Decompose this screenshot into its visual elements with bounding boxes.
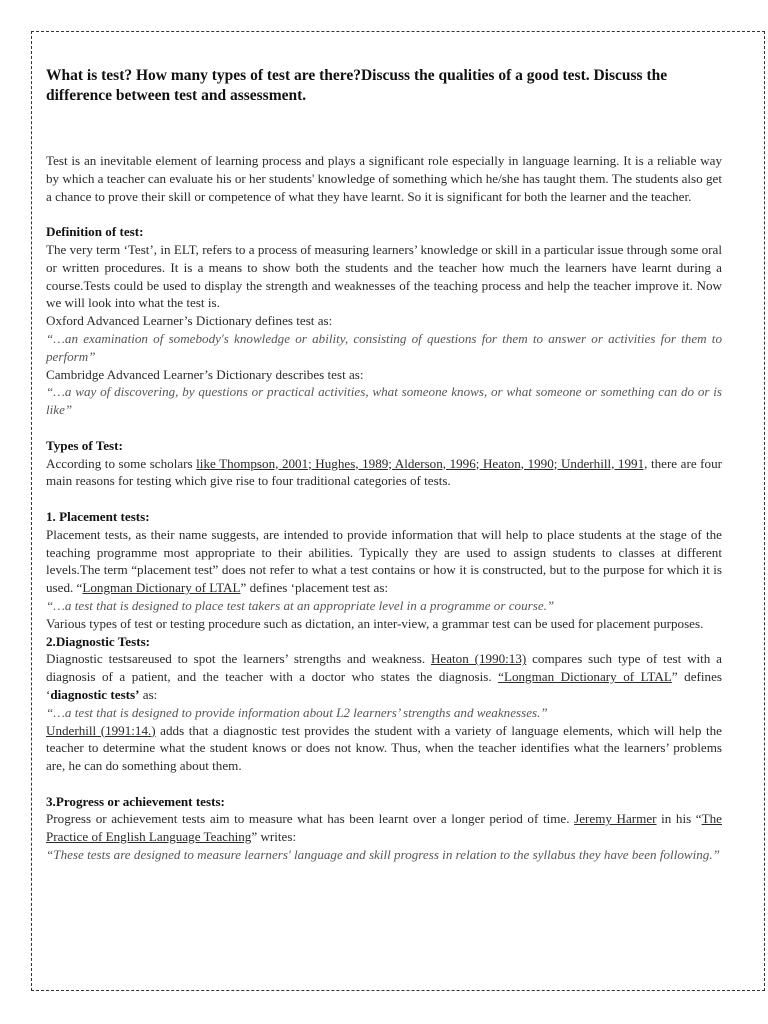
placement-heading: 1. Placement tests: <box>46 508 150 524</box>
harmer-link[interactable]: Jeremy Harmer <box>574 811 657 827</box>
gap <box>46 775 722 793</box>
diagnostic-heading: 2.Diagnostic Tests: <box>46 633 151 649</box>
book-link[interactable]: The Practice of English Language Teaching <box>46 811 722 845</box>
cambridge-quote: “…a way of discovering, by questions or practical activities, what someone knows, or what someone or something can do or is like” <box>46 384 722 418</box>
document-body <box>46 66 722 864</box>
definition-paragraph: The very term ‘Test’, in ELT, refers to a process of measuring learners’ knowledge or skill in a particular issue through some oral or written procedures. It is a means to show both the students and the teacher how much the learners have learnt during a course.Tests could be used to display the strength and weaknesses of the teaching process and help the teacher improve it. Now we will look into what the test is. <box>46 241 722 311</box>
diagnostic-paragraph <box>46 650 722 703</box>
gap <box>46 490 722 508</box>
placement-text: Placement tests, as their name suggests, are intended to provide information that will help to place students at the stage of the teaching programme most appropriate to their abilities. Typically they are used to assign students to classes at different levels.The term “placement test” does not refer to what a test contains or how it is constructed, but to the purpose for which it is used. “ <box>46 526 722 596</box>
oxford-quote: “…an examination of somebody's knowledge or ability, consisting of questions for them to answer or activities for them to perform” <box>46 330 722 364</box>
types-text: According to some scholars <box>46 455 197 471</box>
types-text-end: there are four main reasons for testing which give rise to four traditional categories of tests. <box>46 455 722 489</box>
diagnostic-text: Diagnostic testsareused to spot the learners’ strengths and weakness. <box>46 651 431 667</box>
diagnostic-text-end: as: <box>139 686 158 702</box>
placement-paragraph <box>46 526 722 597</box>
placement-closing: Various types of test or testing procedure such as dictation, an inter-view, a grammar test can be used for placement purposes. <box>46 615 704 631</box>
progress-text: Progress or achievement tests aim to measure what has been learnt over a longer period of time. <box>46 811 575 827</box>
underhill-link[interactable]: Underhill (1991:14.) <box>46 722 156 738</box>
placement-text-end: ” defines ‘placement test as: <box>240 580 389 596</box>
ltal-link-2[interactable]: “Longman Dictionary of LTAL <box>498 669 672 685</box>
title-gap <box>46 106 722 152</box>
oxford-intro: Oxford Advanced Learner’s Dictionary defines test as: <box>46 313 333 329</box>
gap <box>46 205 722 223</box>
definition-heading: Definition of test: <box>46 224 144 240</box>
progress-quote: “These tests are designed to measure learners' language and skill progress in relation to the syllabus they have been following.” <box>46 847 720 863</box>
progress-text-end: ” writes: <box>251 829 297 845</box>
diagnostic-quote: “…a test that is designed to provide information about L2 learners’ strengths and weaknesses.” <box>46 704 548 720</box>
types-paragraph <box>46 455 722 491</box>
diagnostic-term: diagnostic tests’ <box>50 686 140 702</box>
ltal-link[interactable]: Longman Dictionary of LTAL <box>82 580 241 596</box>
document-title: What is test? How many types of test are there?Discuss the qualities of a good test. Discuss the difference between test and assessment. <box>46 67 668 104</box>
gap <box>46 419 722 437</box>
underhill-paragraph <box>46 722 722 775</box>
intro-paragraph: Test is an inevitable element of learning process and plays a significant role especially in language learning. It is a reliable way by which a teacher can evaluate his or her students' knowledge of something which he/she has taught them. The students also get a chance to prove their skill or competence of what they have learnt. So it is significant for both the learner and the teacher. <box>46 153 722 204</box>
cambridge-intro: Cambridge Advanced Learner’s Dictionary describes test as: <box>46 366 364 382</box>
progress-paragraph <box>46 810 722 846</box>
diagnostic-text-mid2: ” defines ‘ <box>46 669 722 702</box>
progress-text-mid: in his “ <box>656 811 702 827</box>
underhill-text: adds that a diagnostic test provides the student with a variety of language elements, which will help the teacher to determine what the student knows or does not know. Thus, when the teacher identifies what the learners’ problems are, he can do something about them. <box>46 722 722 774</box>
heaton-link[interactable]: Heaton (1990:13) <box>430 651 527 667</box>
types-heading: Types of Test: <box>46 437 123 453</box>
placement-quote: “…a test that is designed to place test takers at an appropriate level in a programme or course.” <box>46 597 555 613</box>
diagnostic-text-mid: compares such type of test with a diagnosis of a patient, and the teacher with a doctor who states the diagnosis. <box>46 651 722 685</box>
progress-heading: 3.Progress or achievement tests: <box>46 793 225 809</box>
scholars-link[interactable]: like Thompson, 2001; Hughes, 1989; Alderson, 1996; Heaton, 1990; Underhill, 1991, <box>196 455 648 471</box>
